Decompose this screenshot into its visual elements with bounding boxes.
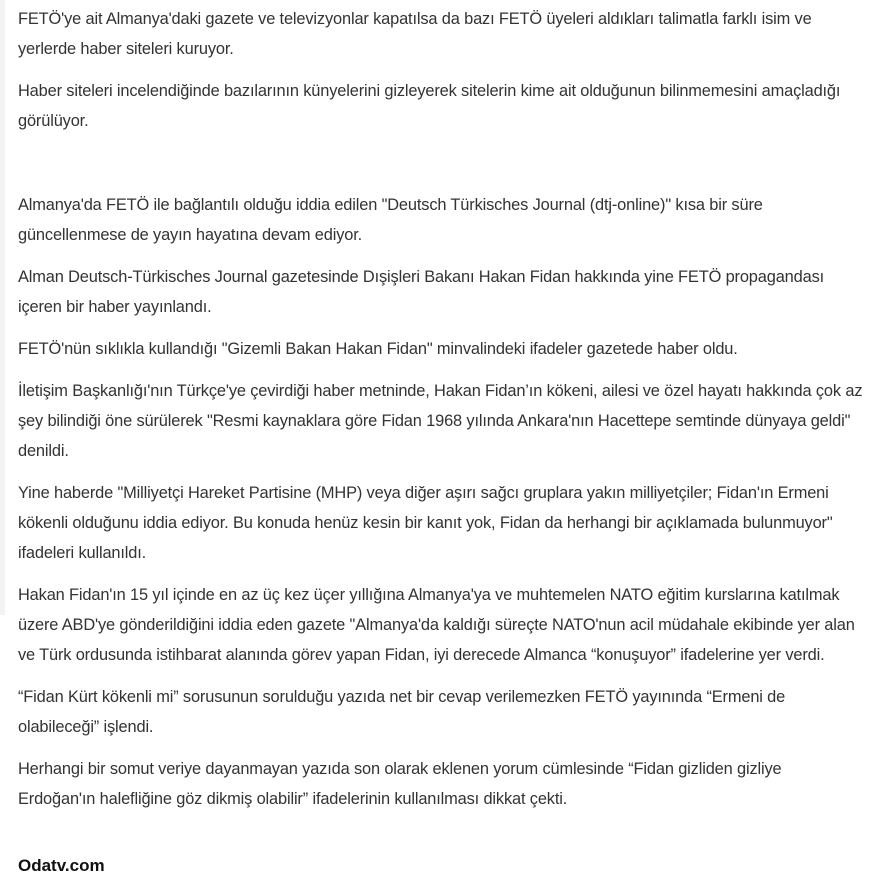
article-paragraph-6: İletişim Başkanlığı'nın Türkçe'ye çevirdiği haber metninde, Hakan Fidan’ın kökeni, ailesi ve özel hayatı hakkında çok az şey bilindiği öne sürülerek "Resmi kaynaklara göre Fidan 1968 yılında Ankara'nın Hacettepe semtinde dünyaya geldi" denildi.: [18, 382, 863, 460]
article-paragraph-3: Almanya'da FETÖ ile bağlantılı olduğu iddia edilen "Deutsch Türkisches Journal (dtj-online)" kısa bir süre güncellenmese de yayın hayatına devam ediyor.: [18, 196, 763, 244]
article-paragraph-4: Alman Deutsch-Türkisches Journal gazetesinde Dışişleri Bakanı Hakan Fidan hakkında yine FETÖ propagandası içeren bir haber yayınlandı.: [18, 268, 825, 316]
article-source: Odatv.com: [18, 856, 105, 875]
article-paragraph-1: FETÖ'ye ait Almanya'daki gazete ve televizyonlar kapatılsa da bazı FETÖ üyeleri aldıkları talimatla farklı isim ve yerlerde haber siteleri kuruyor.: [18, 10, 812, 58]
left-border-strip: [0, 0, 5, 615]
article-paragraph-7: Yine haberde "Milliyetçi Hareket Partisine (MHP) veya diğer aşırı sağcı gruplara yakın milliyetçiler; Fidan'ın Ermeni kökenli olduğunu iddia ediyor. Bu konuda henüz kesin bir kanıt yok, Fidan da herhangi bir açıklamada bulunmuyor" ifadeleri kullanıldı.: [18, 484, 833, 562]
article-paragraph-8: Hakan Fidan'ın 15 yıl içinde en az üç kez üçer yıllığına Almanya'ya ve muhtemelen NATO eğitim kurslarına katılmak üzere ABD'ye gönderildiğini iddia eden gazete "Almanya'da kaldığı süreçte NATO'nun acil müdahale ekibinde yer alan ve Türk ordusunda istihbarat alanında görev yapan Fidan, iyi derecede Almanca “konuşuyor” ifadelerine yer verdi.: [18, 586, 855, 664]
article-paragraph-5: FETÖ'nün sıklıkla kullandığı "Gizemli Bakan Hakan Fidan" minvalindeki ifadeler gazetede haber oldu.: [18, 340, 738, 358]
empty-paragraph: [18, 148, 863, 178]
article-body: [18, 4, 863, 826]
article-paragraph-10: Herhangi bir somut veriye dayanmayan yazıda son olarak eklenen yorum cümlesinde “Fidan gizliden gizliye Erdoğan'ın halefliğine göz dikmiş olabilir” ifadelerinin kullanılması dikkat çekti.: [18, 760, 782, 808]
article-paragraph-2: Haber siteleri incelendiğinde bazılarının künyelerini gizleyerek sitelerin kime ait olduğunun bilinmemesini amaçladığı görülüyor.: [18, 82, 841, 130]
article-paragraph-9: “Fidan Kürt kökenli mi” sorusunun sorulduğu yazıda net bir cevap verilemezken FETÖ yayınında “Ermeni de olabileceği” işlendi.: [18, 688, 786, 736]
